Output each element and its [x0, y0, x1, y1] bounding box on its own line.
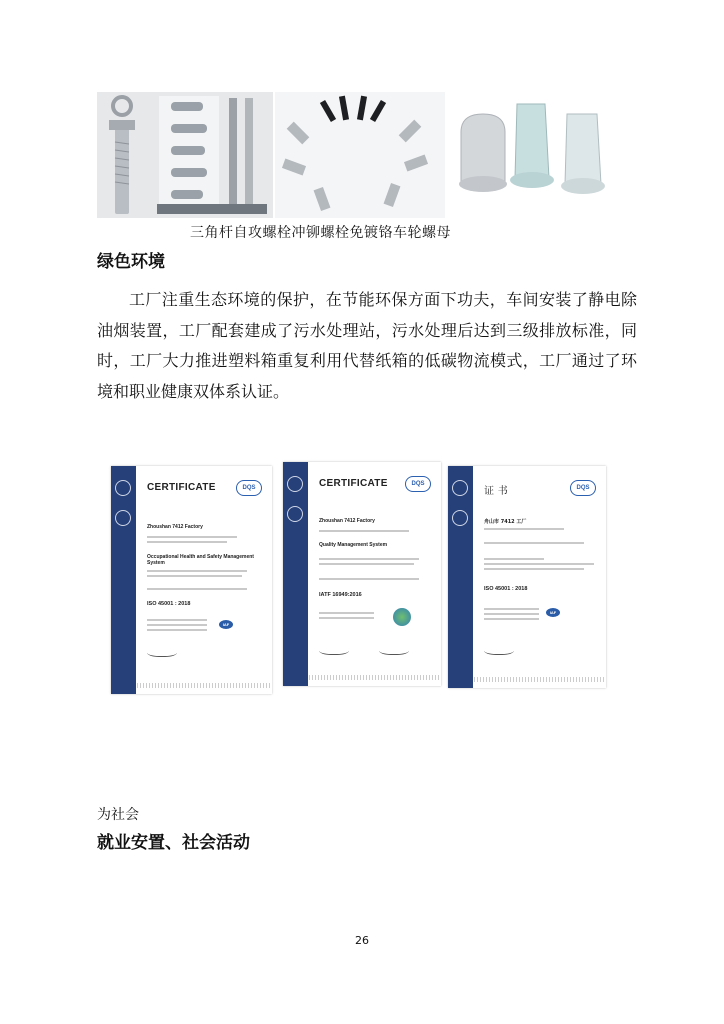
certificate-iatf — [283, 462, 441, 686]
certificate-system: Occupational Health and Safety Management System — [147, 554, 254, 566]
iaf-logo-icon: IAF — [219, 620, 233, 629]
certificate-title: CERTIFICATE — [319, 478, 388, 489]
seal-icon — [287, 506, 303, 522]
product-caption: 三角杆自攻螺栓冲铆螺栓免镀铬车轮螺母 — [190, 225, 451, 241]
wheel-nuts-photo — [447, 92, 633, 218]
dqs-logo-icon: DQS — [236, 480, 262, 496]
seal-icon — [115, 510, 131, 526]
seal-icon — [115, 480, 131, 496]
seal-icon — [452, 480, 468, 496]
screws-bolts-photo — [275, 92, 445, 218]
certificate-company: Zhoushan 7412 Factory — [147, 524, 203, 530]
dqs-logo-icon: DQS — [405, 476, 431, 492]
signature-icon — [319, 644, 349, 655]
page-number: 26 — [355, 934, 369, 947]
section-heading-social: 为社会 — [97, 807, 139, 823]
section-heading-green: 绿色环境 — [97, 252, 165, 272]
iaf-logo-icon: IAF — [546, 608, 560, 617]
certificate-system: Quality Management System — [319, 542, 388, 548]
certificate-chinese — [448, 466, 606, 688]
certificate-band — [283, 462, 308, 686]
signature-icon — [379, 644, 409, 655]
certificate-title: CERTIFICATE — [147, 482, 216, 493]
seal-icon — [452, 510, 468, 526]
section-subheading-employment: 就业安置、社会活动 — [97, 833, 250, 853]
green-paragraph: 工厂注重生态环境的保护，在节能环保方面下功夫，车间安装了静电除油烟装置，工厂配套建成了污水处理站，污水处理后达到三级排放标准，同时，工厂大力推进塑料箱重复利用代替纸箱的低碳物流模式，工厂通过了环境和职业健康双体系认证。 — [97, 290, 637, 401]
seal-icon — [287, 476, 303, 492]
certificate-ohs — [111, 466, 272, 694]
certificate-company: 舟山市 7412 工厂 — [484, 519, 527, 525]
certificate-title: 证 书 — [484, 486, 509, 497]
certificate-standard: ISO 45001 : 2018 — [484, 586, 528, 592]
iatf-stamp-icon — [393, 608, 411, 626]
certificate-company: Zhoushan 7412 Factory — [319, 518, 375, 524]
certificate-band — [448, 466, 473, 688]
certificate-standard: IATF 16949:2016 — [319, 592, 362, 598]
signature-icon — [484, 644, 514, 655]
bolt-parts-photo — [97, 92, 273, 218]
dqs-logo-icon: DQS — [570, 480, 596, 496]
signature-icon — [147, 646, 177, 657]
certificate-standard: ISO 45001 : 2018 — [147, 601, 191, 607]
certificate-band — [111, 466, 136, 694]
